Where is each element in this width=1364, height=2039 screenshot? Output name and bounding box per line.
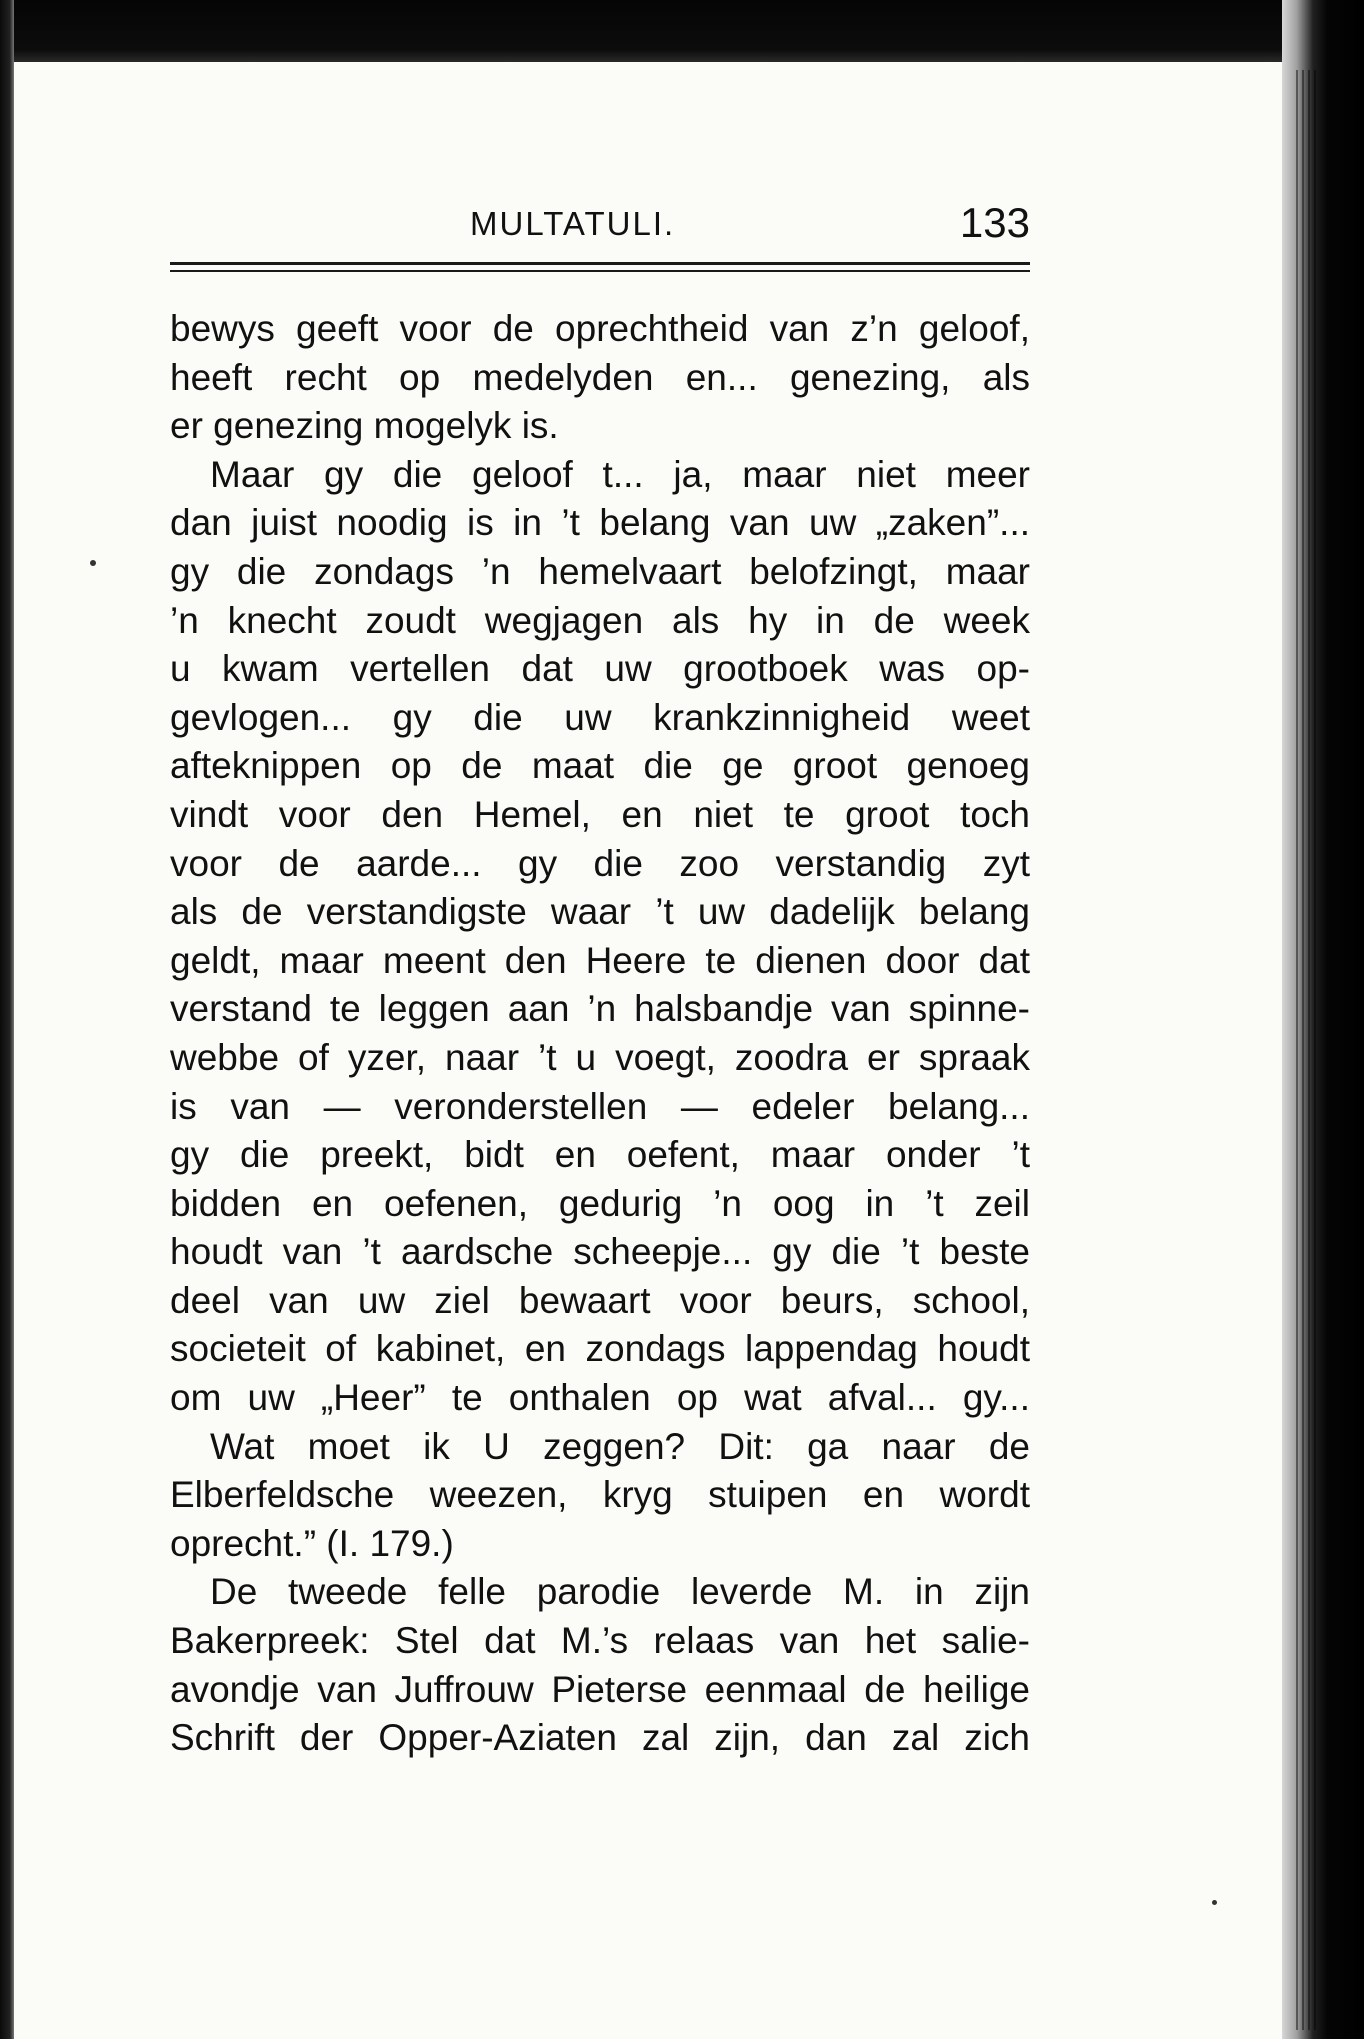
text-line: heeft recht op medelyden en... genezing, als [170,356,1030,398]
text-line: houdt van ’t aardsche scheepje... gy die ’t beste [170,1231,1030,1273]
text-line: Bakerpreek: Stel dat M.’s relaas van het salie- [170,1620,1030,1662]
text-line: deel van uw ziel bewaart voor beurs, school, [170,1279,1030,1321]
text-line: bidden en oefenen, gedurig ’n oog in ’t zeil [170,1182,1030,1224]
text-line: oprecht.” (I. 179.) [170,1522,454,1564]
text-line: avondje van Juffrouw Pieterse eenmaal de heilige [170,1668,1030,1710]
text-line: is van — veronderstellen — edeler belang... [170,1085,1030,1127]
text-line: er genezing mogelyk is. [170,405,559,447]
text-line: gevlogen... gy die uw krankzinnigheid weet [170,696,1030,738]
text-line: Elberfeldsche weezen, kryg stuipen en wordt [170,1474,1030,1516]
text-line: ’n knecht zoudt wegjagen als hy in de week [170,599,1030,641]
text-line: om uw „Heer” te onthalen op wat afval... gy... [170,1377,1030,1419]
scan-speck [90,560,96,566]
text-line: Schrift der Opper-Aziaten zal zijn, dan zal zich [170,1717,1030,1759]
text-line: Wat moet ik U zeggen? Dit: ga naar de [210,1425,1030,1467]
text-line: Maar gy die geloof t... ja, maar niet meer [210,453,1030,495]
body-text [170,305,1030,1763]
running-head [170,199,1030,255]
text-line: webbe of yzer, naar ’t u voegt, zoodra er spraak [170,1036,1030,1078]
scan-border-top [0,0,1364,62]
text-line: De tweede felle parodie leverde M. in zijn [210,1571,1030,1613]
text-line: afteknippen op de maat die ge groot genoeg [170,745,1030,787]
text-line: bewys geeft voor de oprechtheid van z’n geloof, [170,308,1030,349]
text-line: vindt voor den Hemel, en niet te groot toch [170,793,1030,835]
text-line: verstand te leggen aan ’n halsbandje van spinne- [170,988,1030,1030]
header-rule [170,262,1030,265]
scan-border-left [0,0,14,2039]
running-title: MULTATULI. [470,205,676,242]
text-line: geldt, maar meent den Heere te dienen door dat [170,939,1030,981]
header-rule-thin [170,270,1030,272]
text-line: als de verstandigste waar ’t uw dadelijk belang [170,891,1030,933]
text-line: u kwam vertellen dat uw grootboek was op- [170,648,1030,690]
text-line: dan juist noodig is in ’t belang van uw „zaken”... [170,502,1030,544]
text-line: gy die preekt, bidt en oefent, maar onder ’t [170,1134,1030,1176]
text-line: societeit of kabinet, en zondags lappendag houdt [170,1328,1030,1370]
page-number: 133 [959,199,1030,246]
page-edge-lines [1292,70,1318,2030]
text-line: gy die zondags ’n hemelvaart belofzingt, maar [170,550,1030,592]
scan-speck [1212,1900,1217,1905]
text-line: voor de aarde... gy die zoo verstandig zyt [170,842,1030,884]
